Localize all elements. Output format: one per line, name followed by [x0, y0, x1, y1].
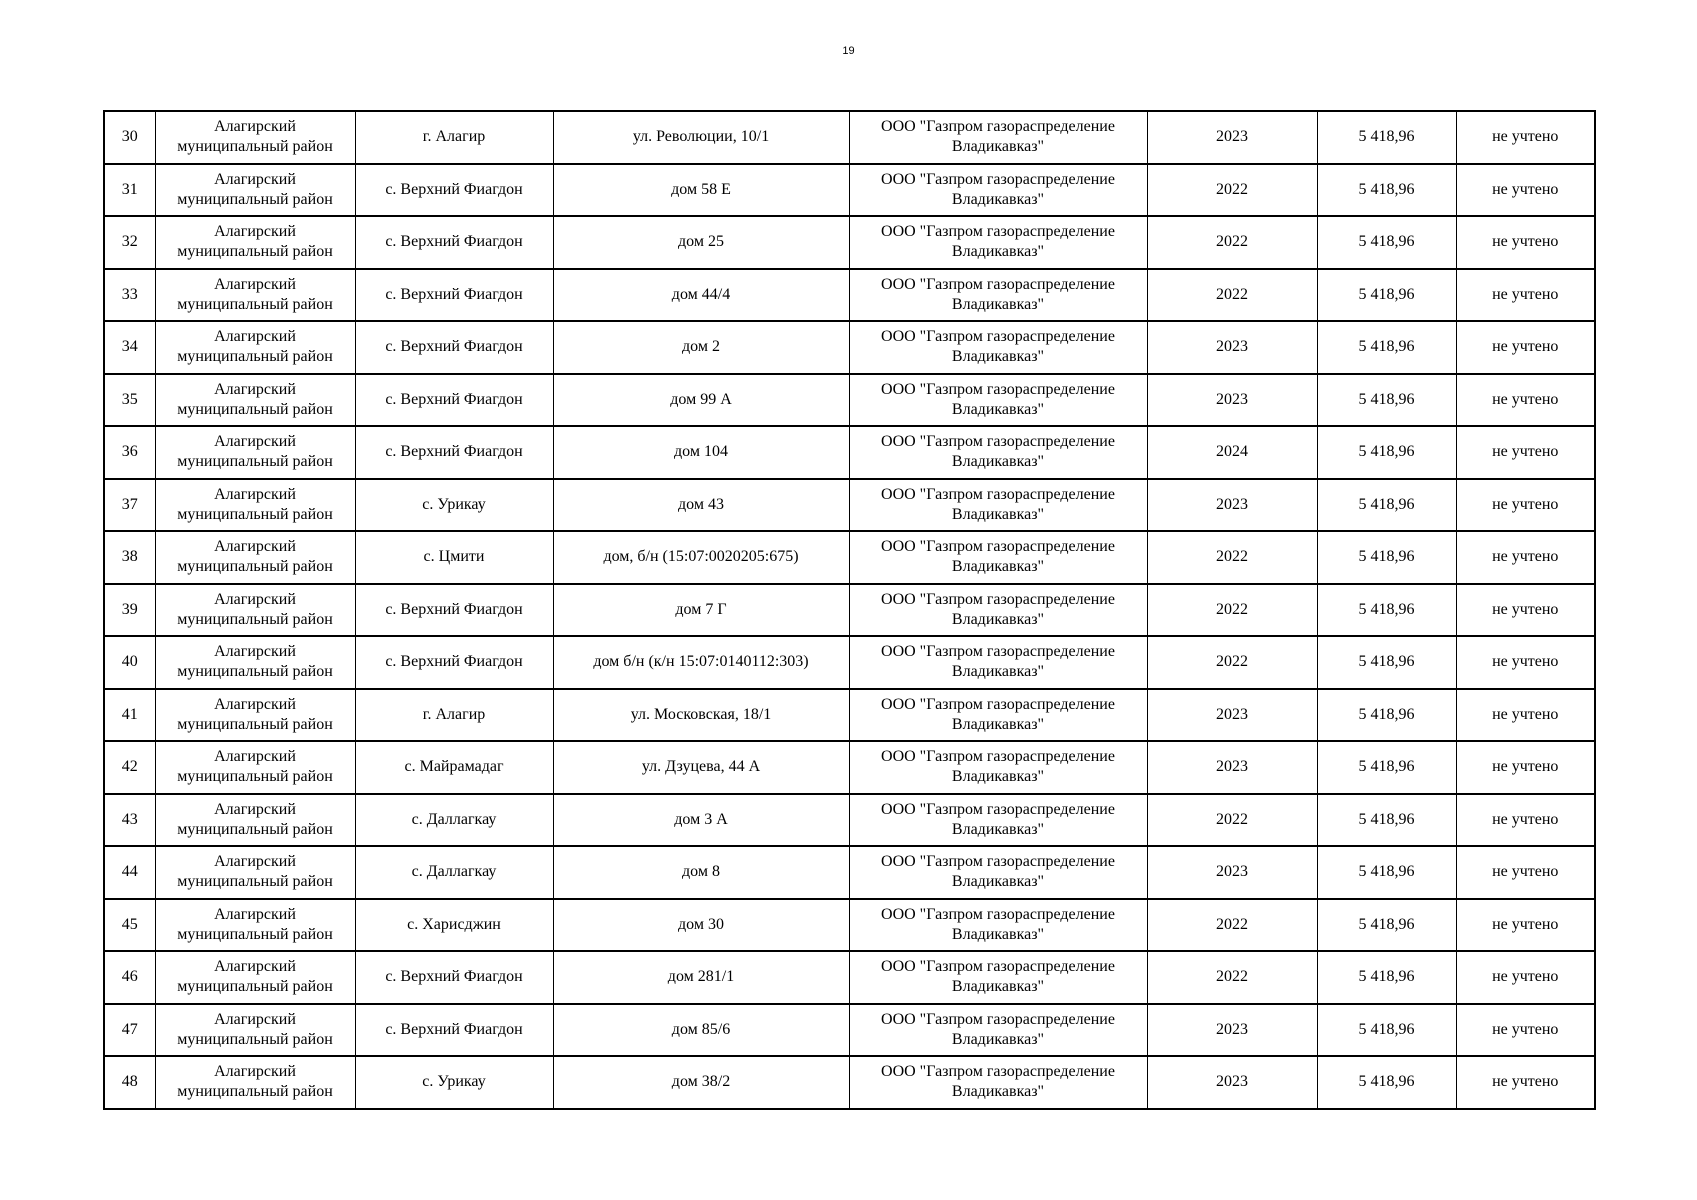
settlement-cell: с. Верхний Фиагдон	[355, 216, 553, 269]
settlement-cell: с. Даллагкау	[355, 846, 553, 899]
amount-cell: 5 418,96	[1317, 426, 1456, 479]
registry-table	[103, 110, 1596, 1110]
settlement-cell: с. Цмити	[355, 531, 553, 584]
district-cell: Алагирский муниципальный район	[155, 899, 355, 952]
year-cell: 2023	[1147, 689, 1317, 742]
settlement-cell: с. Даллагкау	[355, 794, 553, 847]
row-number-cell: 32	[104, 216, 155, 269]
address-cell: дом 30	[553, 899, 849, 952]
row-number-cell: 30	[104, 111, 155, 164]
settlement-cell: с. Урикау	[355, 479, 553, 532]
amount-cell: 5 418,96	[1317, 584, 1456, 637]
organization-cell: ООО "Газпром газораспределение Владикавказ"	[849, 636, 1147, 689]
district-cell: Алагирский муниципальный район	[155, 426, 355, 479]
row-number-cell: 43	[104, 794, 155, 847]
amount-cell: 5 418,96	[1317, 951, 1456, 1004]
status-cell: не учтено	[1456, 846, 1595, 899]
amount-cell: 5 418,96	[1317, 846, 1456, 899]
settlement-cell: г. Алагир	[355, 689, 553, 742]
year-cell: 2023	[1147, 1056, 1317, 1109]
year-cell: 2022	[1147, 164, 1317, 217]
address-cell: ул. Московская, 18/1	[553, 689, 849, 742]
status-cell: не учтено	[1456, 584, 1595, 637]
year-cell: 2022	[1147, 216, 1317, 269]
amount-cell: 5 418,96	[1317, 269, 1456, 322]
district-cell: Алагирский муниципальный район	[155, 111, 355, 164]
district-cell: Алагирский муниципальный район	[155, 846, 355, 899]
settlement-cell: с. Верхний Фиагдон	[355, 584, 553, 637]
amount-cell: 5 418,96	[1317, 374, 1456, 427]
district-cell: Алагирский муниципальный район	[155, 479, 355, 532]
row-number-cell: 34	[104, 321, 155, 374]
district-cell: Алагирский муниципальный район	[155, 794, 355, 847]
status-cell: не учтено	[1456, 479, 1595, 532]
organization-cell: ООО "Газпром газораспределение Владикавказ"	[849, 479, 1147, 532]
table-row	[104, 269, 1595, 322]
address-cell: дом 44/4	[553, 269, 849, 322]
row-number-cell: 48	[104, 1056, 155, 1109]
district-cell: Алагирский муниципальный район	[155, 269, 355, 322]
row-number-cell: 39	[104, 584, 155, 637]
organization-cell: ООО "Газпром газораспределение Владикавказ"	[849, 426, 1147, 479]
table-row	[104, 374, 1595, 427]
year-cell: 2022	[1147, 269, 1317, 322]
address-cell: дом 281/1	[553, 951, 849, 1004]
district-cell: Алагирский муниципальный район	[155, 321, 355, 374]
organization-cell: ООО "Газпром газораспределение Владикавказ"	[849, 951, 1147, 1004]
year-cell: 2022	[1147, 636, 1317, 689]
table-row	[104, 846, 1595, 899]
district-cell: Алагирский муниципальный район	[155, 689, 355, 742]
district-cell: Алагирский муниципальный район	[155, 636, 355, 689]
organization-cell: ООО "Газпром газораспределение Владикавказ"	[849, 1056, 1147, 1109]
table-row	[104, 216, 1595, 269]
amount-cell: 5 418,96	[1317, 794, 1456, 847]
status-cell: не учтено	[1456, 636, 1595, 689]
settlement-cell: с. Харисджин	[355, 899, 553, 952]
status-cell: не учтено	[1456, 321, 1595, 374]
organization-cell: ООО "Газпром газораспределение Владикавказ"	[849, 321, 1147, 374]
amount-cell: 5 418,96	[1317, 1004, 1456, 1057]
row-number-cell: 35	[104, 374, 155, 427]
district-cell: Алагирский муниципальный район	[155, 584, 355, 637]
organization-cell: ООО "Газпром газораспределение Владикавказ"	[849, 741, 1147, 794]
year-cell: 2023	[1147, 479, 1317, 532]
year-cell: 2023	[1147, 111, 1317, 164]
district-cell: Алагирский муниципальный район	[155, 741, 355, 794]
row-number-cell: 33	[104, 269, 155, 322]
status-cell: не учтено	[1456, 426, 1595, 479]
organization-cell: ООО "Газпром газораспределение Владикавказ"	[849, 374, 1147, 427]
status-cell: не учтено	[1456, 374, 1595, 427]
table-row	[104, 584, 1595, 637]
status-cell: не учтено	[1456, 899, 1595, 952]
organization-cell: ООО "Газпром газораспределение Владикавказ"	[849, 164, 1147, 217]
table-row	[104, 899, 1595, 952]
organization-cell: ООО "Газпром газораспределение Владикавказ"	[849, 1004, 1147, 1057]
organization-cell: ООО "Газпром газораспределение Владикавказ"	[849, 794, 1147, 847]
address-cell: дом 25	[553, 216, 849, 269]
district-cell: Алагирский муниципальный район	[155, 951, 355, 1004]
status-cell: не учтено	[1456, 164, 1595, 217]
organization-cell: ООО "Газпром газораспределение Владикавказ"	[849, 899, 1147, 952]
address-cell: дом 2	[553, 321, 849, 374]
amount-cell: 5 418,96	[1317, 689, 1456, 742]
amount-cell: 5 418,96	[1317, 531, 1456, 584]
amount-cell: 5 418,96	[1317, 479, 1456, 532]
year-cell: 2022	[1147, 899, 1317, 952]
settlement-cell: г. Алагир	[355, 111, 553, 164]
table-row	[104, 636, 1595, 689]
status-cell: не учтено	[1456, 1004, 1595, 1057]
year-cell: 2022	[1147, 531, 1317, 584]
status-cell: не учтено	[1456, 794, 1595, 847]
settlement-cell: с. Урикау	[355, 1056, 553, 1109]
address-cell: дом 99 А	[553, 374, 849, 427]
district-cell: Алагирский муниципальный район	[155, 216, 355, 269]
district-cell: Алагирский муниципальный район	[155, 1056, 355, 1109]
status-cell: не учтено	[1456, 111, 1595, 164]
address-cell: дом б/н (к/н 15:07:0140112:303)	[553, 636, 849, 689]
address-cell: ул. Революции, 10/1	[553, 111, 849, 164]
address-cell: ул. Дзуцева, 44 А	[553, 741, 849, 794]
organization-cell: ООО "Газпром газораспределение Владикавказ"	[849, 269, 1147, 322]
address-cell: дом 7 Г	[553, 584, 849, 637]
status-cell: не учтено	[1456, 741, 1595, 794]
year-cell: 2022	[1147, 584, 1317, 637]
table-row	[104, 426, 1595, 479]
table-row	[104, 689, 1595, 742]
row-number-cell: 36	[104, 426, 155, 479]
organization-cell: ООО "Газпром газораспределение Владикавказ"	[849, 216, 1147, 269]
amount-cell: 5 418,96	[1317, 899, 1456, 952]
table-row	[104, 321, 1595, 374]
page-number: 19	[842, 45, 855, 57]
row-number-cell: 31	[104, 164, 155, 217]
amount-cell: 5 418,96	[1317, 636, 1456, 689]
settlement-cell: с. Верхний Фиагдон	[355, 951, 553, 1004]
table-row	[104, 741, 1595, 794]
row-number-cell: 45	[104, 899, 155, 952]
table-row	[104, 479, 1595, 532]
year-cell: 2023	[1147, 741, 1317, 794]
amount-cell: 5 418,96	[1317, 321, 1456, 374]
status-cell: не учтено	[1456, 689, 1595, 742]
organization-cell: ООО "Газпром газораспределение Владикавказ"	[849, 584, 1147, 637]
table-row	[104, 794, 1595, 847]
address-cell: дом 8	[553, 846, 849, 899]
amount-cell: 5 418,96	[1317, 741, 1456, 794]
year-cell: 2023	[1147, 374, 1317, 427]
row-number-cell: 47	[104, 1004, 155, 1057]
table-row	[104, 1004, 1595, 1057]
table-row	[104, 111, 1595, 164]
row-number-cell: 46	[104, 951, 155, 1004]
year-cell: 2023	[1147, 846, 1317, 899]
organization-cell: ООО "Газпром газораспределение Владикавказ"	[849, 846, 1147, 899]
row-number-cell: 37	[104, 479, 155, 532]
table-row	[104, 1056, 1595, 1109]
year-cell: 2023	[1147, 321, 1317, 374]
status-cell: не учтено	[1456, 216, 1595, 269]
settlement-cell: с. Верхний Фиагдон	[355, 1004, 553, 1057]
address-cell: дом, б/н (15:07:0020205:675)	[553, 531, 849, 584]
organization-cell: ООО "Газпром газораспределение Владикавказ"	[849, 111, 1147, 164]
status-cell: не учтено	[1456, 951, 1595, 1004]
organization-cell: ООО "Газпром газораспределение Владикавказ"	[849, 531, 1147, 584]
organization-cell: ООО "Газпром газораспределение Владикавказ"	[849, 689, 1147, 742]
settlement-cell: с. Майрамадаг	[355, 741, 553, 794]
address-cell: дом 58 Е	[553, 164, 849, 217]
settlement-cell: с. Верхний Фиагдон	[355, 269, 553, 322]
table-row	[104, 531, 1595, 584]
amount-cell: 5 418,96	[1317, 216, 1456, 269]
amount-cell: 5 418,96	[1317, 1056, 1456, 1109]
address-cell: дом 38/2	[553, 1056, 849, 1109]
table-row	[104, 951, 1595, 1004]
district-cell: Алагирский муниципальный район	[155, 531, 355, 584]
row-number-cell: 42	[104, 741, 155, 794]
row-number-cell: 44	[104, 846, 155, 899]
table-row	[104, 164, 1595, 217]
amount-cell: 5 418,96	[1317, 111, 1456, 164]
settlement-cell: с. Верхний Фиагдон	[355, 164, 553, 217]
settlement-cell: с. Верхний Фиагдон	[355, 426, 553, 479]
amount-cell: 5 418,96	[1317, 164, 1456, 217]
year-cell: 2023	[1147, 1004, 1317, 1057]
row-number-cell: 38	[104, 531, 155, 584]
year-cell: 2022	[1147, 951, 1317, 1004]
row-number-cell: 40	[104, 636, 155, 689]
district-cell: Алагирский муниципальный район	[155, 164, 355, 217]
status-cell: не учтено	[1456, 269, 1595, 322]
settlement-cell: с. Верхний Фиагдон	[355, 636, 553, 689]
year-cell: 2022	[1147, 794, 1317, 847]
status-cell: не учтено	[1456, 531, 1595, 584]
settlement-cell: с. Верхний Фиагдон	[355, 374, 553, 427]
status-cell: не учтено	[1456, 1056, 1595, 1109]
table-body	[104, 111, 1595, 1109]
address-cell: дом 85/6	[553, 1004, 849, 1057]
address-cell: дом 104	[553, 426, 849, 479]
year-cell: 2024	[1147, 426, 1317, 479]
settlement-cell: с. Верхний Фиагдон	[355, 321, 553, 374]
address-cell: дом 43	[553, 479, 849, 532]
district-cell: Алагирский муниципальный район	[155, 374, 355, 427]
address-cell: дом 3 А	[553, 794, 849, 847]
row-number-cell: 41	[104, 689, 155, 742]
district-cell: Алагирский муниципальный район	[155, 1004, 355, 1057]
